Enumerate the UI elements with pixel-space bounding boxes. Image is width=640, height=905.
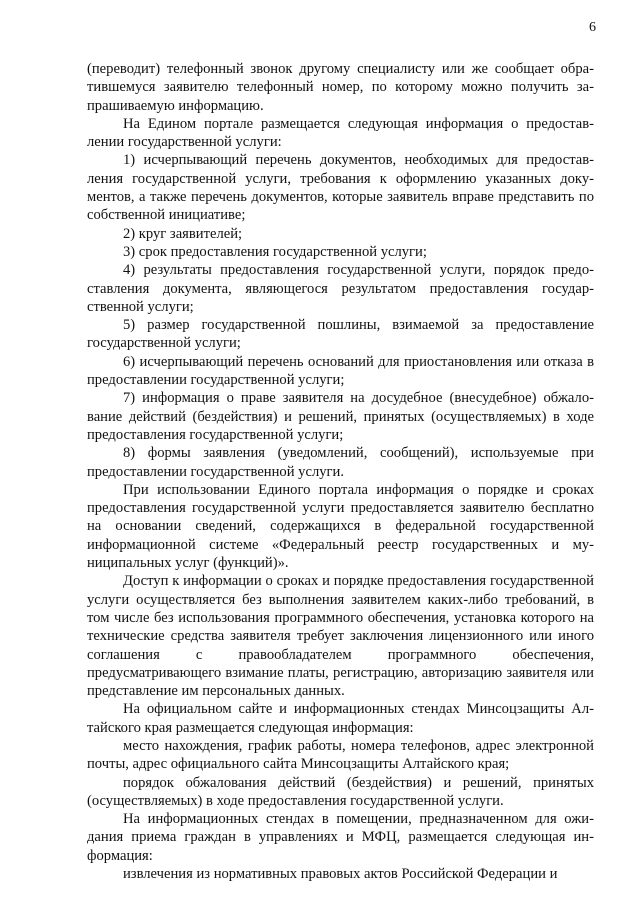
paragraph-access-conditions: Доступ к информации о сроках и порядке предоставления государственной услуги осуществляется без выполнения заявителем каких-либо требований, в том числе без использования программного обеспечения, установка которого на технические средства заявителя требует заключения лицензионного или иного соглашения с правообладателем программного обеспечения, предусматривающего взимание платы, регистрацию, авторизацию заявителя или представление им персональных данных. (87, 573, 594, 700)
list-item-7: 7) информация о праве заявителя на досудебное (внесудебное) обжалование действий (бездействия) и решений, принятых (осуществляемых) в ходе предоставления государственной услуги; (87, 390, 594, 443)
paragraph-location-contacts: место нахождения, график работы, номера телефонов, адрес электронной почты, адрес официального сайта Минсоцзащиты Алтайского края; (87, 737, 594, 773)
list-item-6: 6) исчерпывающий перечень оснований для приостановления или отказа в предоставлении государственной услуги; (87, 353, 594, 389)
list-item-1: 1) исчерпывающий перечень документов, необходимых для предоставления государственной услуги, требования к оформлению указанных документов, а также перечень документов, которые заявитель вправе представить по собственной инициативе; (87, 152, 594, 224)
list-item-2: 2) круг заявителей; (123, 225, 243, 242)
paragraph-portal-free-info: При использовании Единого портала информация о порядке и сроках предоставления государственной услуги предоставляется заявителю бесплатно на основании сведений, содержащихся в федеральной государственной информационной системе «Федеральный реестр государственных и муниципальных услуг (функций)». (87, 481, 594, 572)
list-item-8: 8) формы заявления (уведомлений, сообщений), используемые при предоставлении государственной услуги. (87, 445, 594, 480)
page-number: 6 (589, 20, 596, 35)
list-item-5: 5) размер государственной пошлины, взимаемой за предоставление государственной услуги; (87, 317, 594, 352)
paragraph-official-site-intro: На официальном сайте и информационных стендах Минсоцзащиты Алтайского края размещается следующая информация: (87, 701, 594, 736)
list-item-3: 3) срок предоставления государственной услуги; (123, 243, 427, 260)
paragraph-info-stands: На информационных стендах в помещении, предназначенном для ожидания приема граждан в управлениях и МФЦ, размещается следующая информация: (87, 811, 594, 864)
paragraph-portal-info-intro: На Едином портале размещается следующая информация о предоставлении государственной услуги: (87, 115, 594, 151)
paragraph-continuation: (переводит) телефонный звонок другому специалисту или же сообщает обратившемуся заявителю телефонный номер, по которому можно получить запрашиваемую информацию. (87, 61, 594, 114)
paragraph-appeal-procedure: порядок обжалования действий (бездействия) и решений, принятых (осуществляемых) в ходе предоставления государственной услуги. (87, 774, 594, 809)
list-item-4: 4) результаты предоставления государственной услуги, порядок предоставления документа, являющегося результатом предоставления государственной услуги; (87, 262, 594, 315)
paragraph-regulatory-extracts: извлечения из нормативных правовых актов Российской Федерации и (123, 866, 558, 883)
document-body (87, 60, 594, 883)
